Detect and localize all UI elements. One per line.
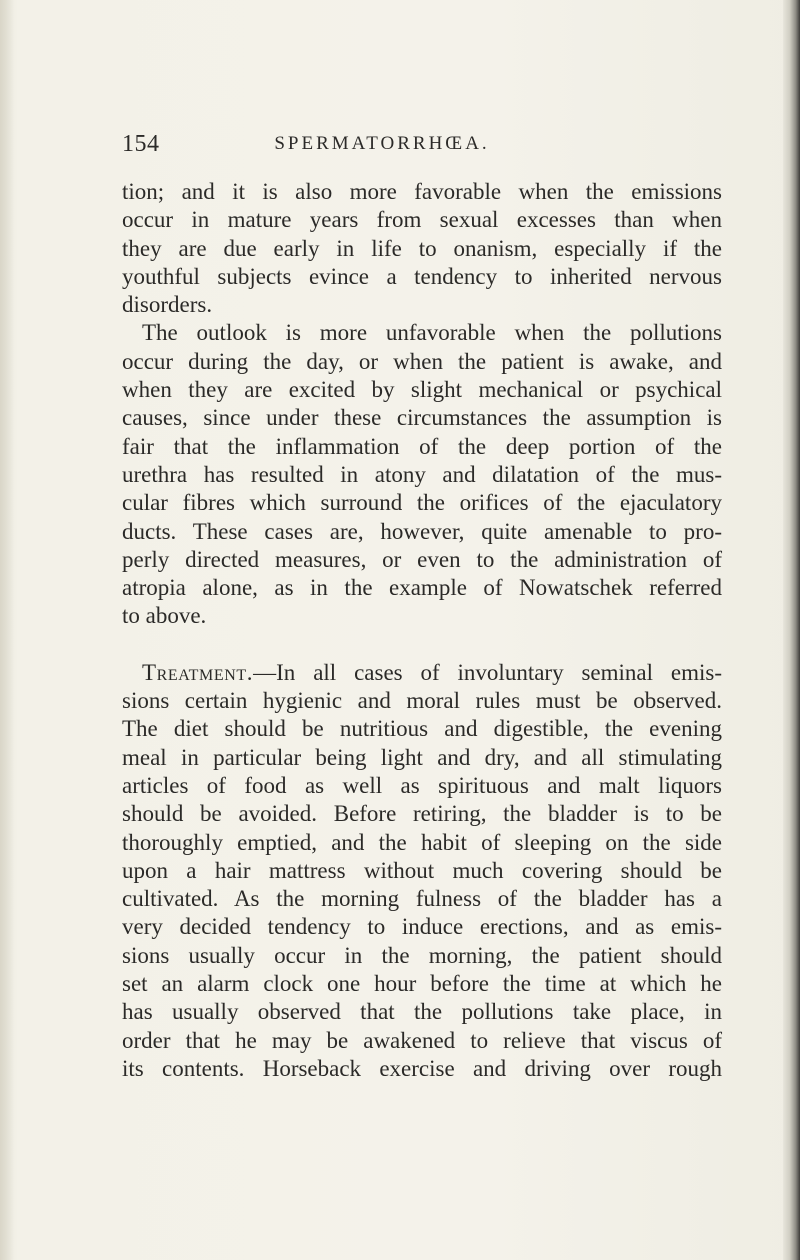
running-head: SPERMATORRHŒA.	[274, 133, 490, 154]
page-number: 154	[122, 131, 160, 157]
body-text	[122, 178, 722, 1083]
text-line: articles of food as well as spirituous and malt liquors	[122, 772, 722, 798]
text-line: to above.	[122, 603, 207, 629]
text-fragment: —In all cases of involuntary seminal emis-	[253, 659, 722, 685]
text-line: they are due early in life to onanism, especially if the	[122, 235, 722, 261]
text-line: cultivated. As the morning fulness of the bladder has a	[122, 886, 722, 912]
text-line: has usually observed that the pollutions take place, in	[122, 999, 722, 1025]
text-line: disorders.	[122, 292, 213, 318]
text-line: sions certain hygienic and moral rules must be observed.	[122, 688, 722, 714]
page-header	[122, 128, 722, 160]
text-line: set an alarm clock one hour before the time at which he	[122, 971, 722, 997]
paragraph-gap	[122, 631, 722, 659]
text-line: its contents. Horseback exercise and driving over rough	[122, 1055, 722, 1081]
text-line: cular fibres which surround the orifices of the ejaculatory	[122, 490, 722, 516]
text-line: when they are excited by slight mechanical or psychical	[122, 377, 722, 403]
text-line: The outlook is more unfavorable when the pollutions	[142, 320, 722, 346]
text-line: tion; and it is also more favorable when the emissions	[122, 179, 722, 204]
gutter-shadow	[0, 0, 14, 1260]
page-edge-shadow	[783, 0, 800, 1260]
text-line: ducts. These cases are, however, quite amenable to pro-	[122, 518, 722, 544]
text-line: very decided tendency to induce erections, and as emis-	[122, 914, 722, 940]
paragraph-outlook	[122, 319, 722, 630]
text-line: occur during the day, or when the patient is awake, and	[122, 348, 722, 374]
text-line: perly directed measures, or even to the administration of	[122, 546, 722, 572]
section-heading-treatment: Treatment.	[142, 659, 254, 685]
text-line: occur in mature years from sexual excesses than when	[122, 207, 722, 233]
text-line: meal in particular being light and dry, and all stimulating	[122, 744, 722, 770]
text-line-treatment-start	[122, 659, 722, 687]
text-line: should be avoided. Before retiring, the bladder is to be	[122, 801, 722, 827]
text-line: sions usually occur in the morning, the patient should	[122, 942, 722, 968]
text-line: causes, since under these circumstances the assumption is	[122, 405, 722, 431]
paragraph-treatment	[122, 659, 722, 1083]
text-line: The diet should be nutritious and digestible, the evening	[122, 716, 722, 742]
text-line: fair that the inflammation of the deep portion of the	[122, 433, 722, 459]
text-line: atropia alone, as in the example of Nowatschek referred	[122, 575, 722, 601]
text-line: thoroughly emptied, and the habit of sleeping on the side	[122, 829, 722, 855]
text-line: order that he may be awakened to relieve that viscus of	[122, 1027, 722, 1053]
paragraph-prognosis-continuation	[122, 178, 722, 319]
text-line: upon a hair mattress without much covering should be	[122, 857, 722, 883]
text-line: urethra has resulted in atony and dilatation of the mus-	[122, 461, 722, 487]
text-line: youthful subjects evince a tendency to inherited nervous	[122, 263, 722, 289]
